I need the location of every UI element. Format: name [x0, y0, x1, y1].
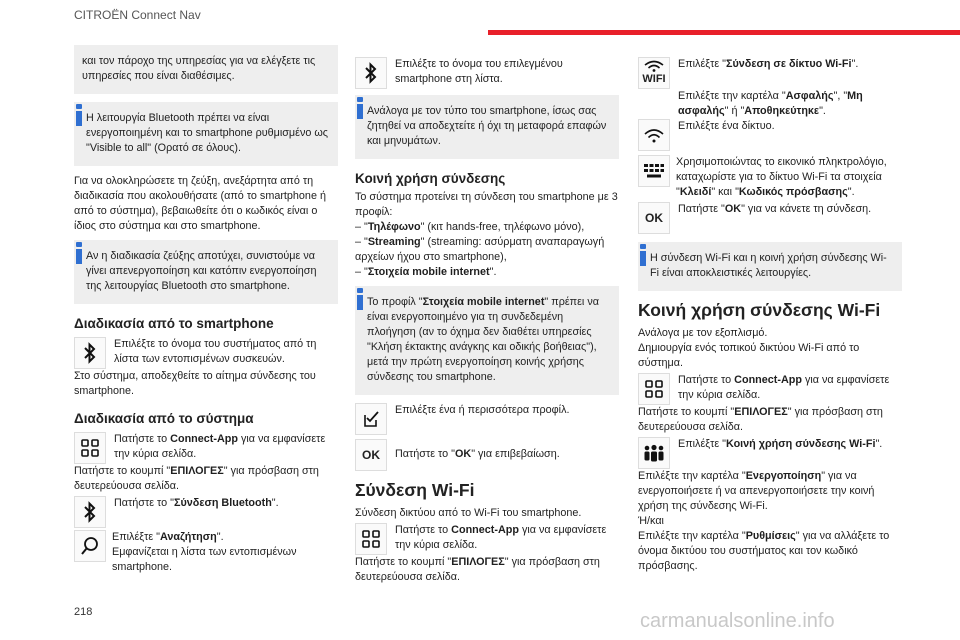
step-connect-app [74, 432, 338, 464]
step-text: Επιλέξτε ένα δίκτυο. [678, 120, 775, 132]
text: " για να αλλάξετε το όνομα δικτύου του συστήματος και τον κωδικό πρόσβασης. [638, 530, 890, 572]
text: Επιλέξτε " [678, 58, 727, 70]
bluetooth-icon [74, 337, 106, 369]
text: " και " [711, 186, 739, 198]
or-paragraph: Ή/και [638, 515, 664, 527]
text: Πατήστε το " [395, 448, 455, 460]
checkbox-icon [355, 403, 387, 435]
note-text: Ανάλογα με τον τύπο του smartphone, ίσως σας ζητηθεί να αποδεχτείτε ή όχι τη μεταφορά επαφών και μηνυμάτων. [367, 105, 607, 147]
text: Επιλέξτε την καρτέλα " [638, 530, 746, 542]
step-select-profile [355, 403, 619, 435]
intro-box: και τον πάροχο της υπηρεσίας για να ελέγξετε τις υπηρεσίες που είναι διαθέσιμες. [74, 45, 338, 94]
wifi-paragraph: Σύνδεση δικτύου από το Wi-Fi του smartphone. [355, 507, 582, 519]
heading-shared-connection: Κοινή χρήση σύνδεσης [355, 171, 506, 186]
text-bold: Αναζήτηση [160, 531, 217, 543]
note-text: Αν η διαδικασία ζεύξης αποτύχει, συνιστούμε να γίνει απενεργοποίηση και κατόπιν ενεργοποίηση της λειτουργίας Bluetooth στο smartphone. [86, 250, 317, 292]
text: Το προφίλ " [367, 296, 423, 308]
text: Πατήστε το [678, 374, 735, 386]
users-icon [638, 437, 670, 469]
wifi-icon [638, 119, 670, 151]
text-bold: Τηλέφωνο [367, 221, 421, 233]
text-bold: Στοιχεία mobile internet [422, 296, 545, 308]
bluetooth-icon [355, 57, 387, 89]
text: " για επιβεβαίωση. [471, 448, 560, 460]
info-icon [640, 244, 646, 266]
pairing-paragraph: Για να ολοκληρώσετε τη ζεύξη, ανεξάρτητα από τη διαδικασία που ακολουθήσατε (από το smartphone ή από το σύστημα), βεβαιωθείτε ότι ο κωδικός είναι ο ίδιος στο σύστημα και στο smartphone. [74, 175, 326, 232]
step-text: Επιλέξτε ένα ή περισσότερα προφίλ. [395, 404, 570, 416]
apps-grid-icon [638, 373, 670, 405]
create-network-paragraph: Δημιουργία ενός τοπικού δικτύου Wi-Fi από το σύστημα. [638, 342, 860, 369]
text-bold: Ασφαλής [785, 90, 834, 102]
text: " για πρόσβαση στη δευτερεύουσα σελίδα. [355, 556, 600, 583]
page-number: 218 [74, 606, 93, 618]
text-bold: Κλειδί [679, 186, 712, 198]
text-bold: Connect-App [451, 524, 519, 536]
step-connect-app [638, 373, 902, 405]
wifi-label: WIFI [642, 72, 666, 85]
note-bluetooth-visible [74, 102, 338, 166]
text-bold: ΕΠΙΛΟΓΕΣ [451, 556, 505, 568]
apps-grid-icon [74, 432, 106, 464]
text-bold: ΕΠΙΛΟΓΕΣ [734, 406, 788, 418]
profile-item-internet [355, 265, 619, 280]
column-3 [638, 45, 902, 574]
text: Πατήστε το κουμπί " [74, 465, 171, 477]
step-confirm-ok [355, 439, 619, 471]
step-connect-app [355, 523, 619, 555]
text: ". [216, 531, 224, 543]
text: – " [355, 266, 368, 278]
column-1 [74, 45, 338, 575]
text-bold: Connect-App [170, 433, 238, 445]
bluetooth-icon [74, 496, 106, 528]
column-2 [355, 45, 619, 585]
text-bold: OK [724, 203, 742, 215]
step-ok-connect [638, 202, 902, 234]
step-select-system [74, 337, 338, 369]
text: Επιλέξτε την καρτέλα " [678, 90, 786, 102]
search-icon [74, 530, 106, 562]
text: " για να ενεργοποιήσετε ή να απενεργοποιήσετε την κοινή χρήση της σύνδεσης Wi-Fi. [638, 470, 875, 512]
text: Πατήστε το κουμπί " [638, 406, 735, 418]
step-search [74, 530, 338, 575]
accept-paragraph: Στο σύστημα, αποδεχθείτε το αίτημα σύνδεσης του smartphone. [74, 370, 316, 397]
step-text: Επιλέξτε το όνομα του συστήματος από τη λίστα των εντοπισμένων συσκευών. [114, 338, 317, 365]
ok-button-icon [638, 202, 670, 234]
note-pairing-fail [74, 240, 338, 304]
text-bold: ΕΠΙΛΟΓΕΣ [170, 465, 224, 477]
text: Πατήστε το [395, 524, 452, 536]
text: ". [271, 497, 279, 509]
info-icon [76, 242, 82, 264]
manual-title: CITROËN Connect Nav [74, 8, 201, 22]
step-select-network [638, 119, 902, 151]
keyboard-icon [638, 155, 670, 187]
heading-from-system: Διαδικασία από το σύστημα [74, 411, 254, 426]
text: Πατήστε " [678, 203, 725, 215]
text: " πρέπει να είναι ενεργοποιημένο για τη συνδεδεμένη πλοήγηση (αν το όχημα δεν διαθέτει υπηρεσίες "Κλήση έκτακτης ανάγκης και οδικής βοήθειας"), μετά την πρώτη ενεργοποίηση κοινής χρήσης σύνδεσης του smartphone. [367, 296, 599, 383]
note-wifi-exclusive [638, 242, 902, 291]
page-header [0, 0, 960, 40]
text: " ή " [724, 105, 745, 117]
text: – " [355, 221, 368, 233]
text-bold: Μη ασφαλής [678, 90, 863, 117]
text: " για πρόσβαση στη δευτερεύουσα σελίδα. [638, 406, 883, 433]
step-select-tab [638, 89, 902, 119]
step-text: Επιλέξτε το όνομα του επιλεγμένου smartphone στη λίστα. [395, 58, 563, 85]
text: ". [819, 105, 826, 117]
text: " (κιτ hands-free, τηλέφωνο μόνο), [420, 221, 585, 233]
text-bold: Κοινή χρήση σύνδεσης Wi-Fi [726, 438, 876, 450]
text-bold: Σύνδεση σε δίκτυο Wi-Fi [726, 58, 852, 70]
text: Επιλέξτε " [112, 531, 161, 543]
info-icon [357, 288, 363, 310]
ok-button-icon [355, 439, 387, 471]
text: ". [489, 266, 497, 278]
text-bold: Connect-App [734, 374, 802, 386]
profiles-paragraph: Το σύστημα προτείνει τη σύνδεση του smartphone με 3 προφίλ: [355, 191, 618, 218]
profile-item-phone [355, 220, 619, 235]
options-paragraph [638, 405, 902, 435]
text: Πατήστε το " [114, 497, 174, 509]
text: " για πρόσβαση στη δευτερεύουσα σελίδα. [74, 465, 319, 492]
step-wifi-network [638, 57, 902, 89]
text-bold: Streaming [367, 236, 421, 248]
step-bluetooth-connection [74, 496, 338, 528]
step-virtual-keyboard [638, 155, 902, 200]
apps-grid-icon [355, 523, 387, 555]
text-bold: Ενεργοποίηση [745, 470, 822, 482]
text: Επιλέξτε την καρτέλα " [638, 470, 746, 482]
text-bold: Κωδικός πρόσβασης [738, 186, 848, 198]
text: για να εμφανίσετε την κύρια σελίδα. [395, 524, 607, 551]
text: " για να κάνετε τη σύνδεση. [741, 203, 872, 215]
note-internet-profile [355, 286, 619, 395]
text: Πατήστε το [114, 433, 171, 445]
text: – " [355, 236, 368, 248]
text-bold: Ρυθμίσεις [745, 530, 796, 542]
text-bold: Σύνδεση Bluetooth [174, 497, 272, 509]
ok-label: OK [362, 447, 380, 462]
text: ". [847, 186, 855, 198]
heading-wifi-connection: Σύνδεση Wi-Fi [355, 480, 475, 500]
ok-label: OK [645, 210, 663, 225]
step-select-smartphone [355, 57, 619, 89]
profile-item-streaming [355, 235, 619, 265]
text-bold: OK [455, 448, 472, 460]
step-share-wifi [638, 437, 902, 469]
text: " (streaming: ασύρματη αναπαραγωγή αρχείων ήχου στο smartphone), [355, 236, 605, 263]
text: ", " [833, 90, 848, 102]
heading-from-smartphone: Διαδικασία από το smartphone [74, 316, 274, 331]
info-icon [76, 104, 82, 126]
text: για να εμφανίσετε την κύρια σελίδα. [678, 374, 890, 401]
watermark: carmanualsonline.info [640, 610, 835, 632]
equipment-paragraph: Ανάλογα με τον εξοπλισμό. [638, 327, 768, 339]
info-icon [357, 97, 363, 119]
text: Επιλέξτε " [678, 438, 727, 450]
text-bold: Αποθηκεύτηκε [744, 105, 820, 117]
accent-bar [488, 30, 960, 35]
text: Πατήστε το κουμπί " [355, 556, 452, 568]
options-paragraph [74, 464, 338, 494]
text: Χρησιμοποιώντας το εικονικό πληκτρολόγιο, καταχωρίστε για το δίκτυο Wi-Fi τα στοιχεία " [676, 156, 887, 198]
note-text: Η σύνδεση Wi-Fi και η κοινή χρήση σύνδεσης Wi-Fi είναι αποκλειστικές λειτουργίες. [650, 252, 887, 279]
options-paragraph [355, 555, 619, 585]
text: ". [875, 438, 883, 450]
heading-wifi-sharing: Κοινή χρήση σύνδεσης Wi-Fi [638, 300, 881, 320]
settings-paragraph [638, 529, 902, 574]
activate-paragraph [638, 469, 902, 514]
text-bold: Στοιχεία mobile internet [367, 266, 490, 278]
wifi-icon [638, 57, 670, 89]
text: ". [851, 58, 859, 70]
note-contacts [355, 95, 619, 159]
text: για να εμφανίσετε την κύρια σελίδα. [114, 433, 326, 460]
text: Εμφανίζεται η λίστα των εντοπισμένων smartphone. [112, 546, 297, 573]
note-text: Η λειτουργία Bluetooth πρέπει να είναι ενεργοποιημένη και το smartphone ρυθμισμένο ως "Visible to all" (Ορατό σε όλους). [86, 112, 329, 154]
